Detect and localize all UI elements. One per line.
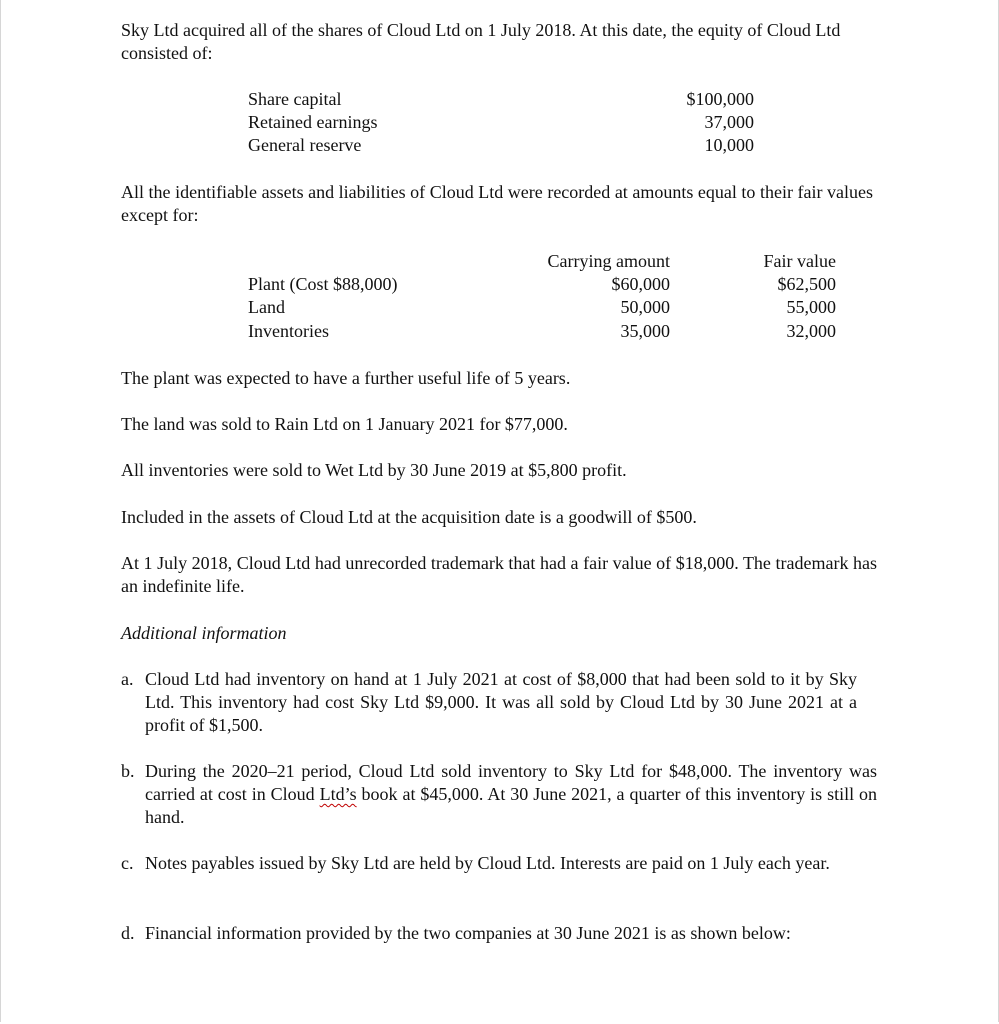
additional-heading — [121, 622, 287, 645]
list-text-part: book at $45,000. At 30 June 2021, a quarter of this inventory is still on hand. — [145, 784, 878, 827]
goodwill-paragraph: Included in the assets of Cloud Ltd at the acquisition date is a goodwill of $500. — [121, 507, 697, 527]
land-paragraph: The land was sold to Rain Ltd on 1 January 2021 for $77,000. — [121, 414, 568, 434]
list-text: Cloud Ltd had inventory on hand at 1 July 2021 at cost of $8,000 that had been sold to it by Sky Ltd. This inventory had cost Sky Ltd $9,000. It was all sold by Cloud Ltd by 30 June 2021 at a profit of $1,500. — [145, 669, 857, 735]
intro-paragraph: Sky Ltd acquired all of the shares of Cloud Ltd on 1 July 2018. At this date, the equity of Cloud Ltd consisted of: — [121, 20, 841, 63]
asset-label: Inventories — [248, 321, 329, 341]
trademark-paragraph: At 1 July 2018, Cloud Ltd had unrecorded trademark that had a fair value of $18,000. The trademark has an indefinite life. — [121, 553, 877, 596]
list-item — [121, 922, 881, 946]
additional-heading-text: Additional information — [121, 623, 287, 643]
list-letter: c. — [121, 853, 134, 873]
list-letter: a. — [121, 669, 134, 689]
list-text: Notes payables issued by Sky Ltd are held by Cloud Ltd. Interests are paid on 1 July each year. — [145, 853, 830, 873]
list-item — [121, 668, 881, 738]
equity-label: Share capital — [248, 89, 342, 109]
plant-paragraph: The plant was expected to have a further useful life of 5 years. — [121, 368, 571, 388]
equity-value: 37,000 — [704, 112, 754, 132]
equity-label: Retained earnings — [248, 112, 378, 132]
asset-label: Land — [248, 297, 285, 317]
spellcheck-flagged-word[interactable]: Ltd’s — [319, 784, 357, 804]
col-carrying-header: Carrying amount — [547, 251, 670, 271]
col-fair-header: Fair value — [763, 251, 836, 271]
fair-value-intro: All the identifiable assets and liabilities of Cloud Ltd were recorded at amounts equal to their fair values except for: — [121, 182, 873, 225]
list-item — [121, 760, 881, 830]
list-letter: b. — [121, 761, 135, 781]
asset-fair: 32,000 — [786, 321, 836, 341]
list-item — [121, 852, 881, 898]
list-text: Financial information provided by the two companies at 30 June 2021 is as shown below: — [145, 923, 791, 943]
list-letter: d. — [121, 923, 135, 943]
asset-label: Plant (Cost $88,000) — [248, 274, 398, 294]
equity-value: $100,000 — [686, 89, 754, 109]
inventories-paragraph: All inventories were sold to Wet Ltd by 30 June 2019 at $5,800 profit. — [121, 460, 627, 480]
asset-carrying: $60,000 — [611, 274, 670, 294]
asset-fair: $62,500 — [777, 274, 836, 294]
list-text-part: During the 2020–21 period, Cloud Ltd sold inventory to Sky Ltd for $48,000. The inventory was carried at cost in Cloud — [145, 761, 877, 804]
equity-label: General reserve — [248, 135, 362, 155]
asset-carrying: 35,000 — [620, 321, 670, 341]
list-text — [145, 760, 877, 829]
asset-carrying: 50,000 — [620, 297, 670, 317]
equity-value: 10,000 — [704, 135, 754, 155]
asset-fair: 55,000 — [786, 297, 836, 317]
